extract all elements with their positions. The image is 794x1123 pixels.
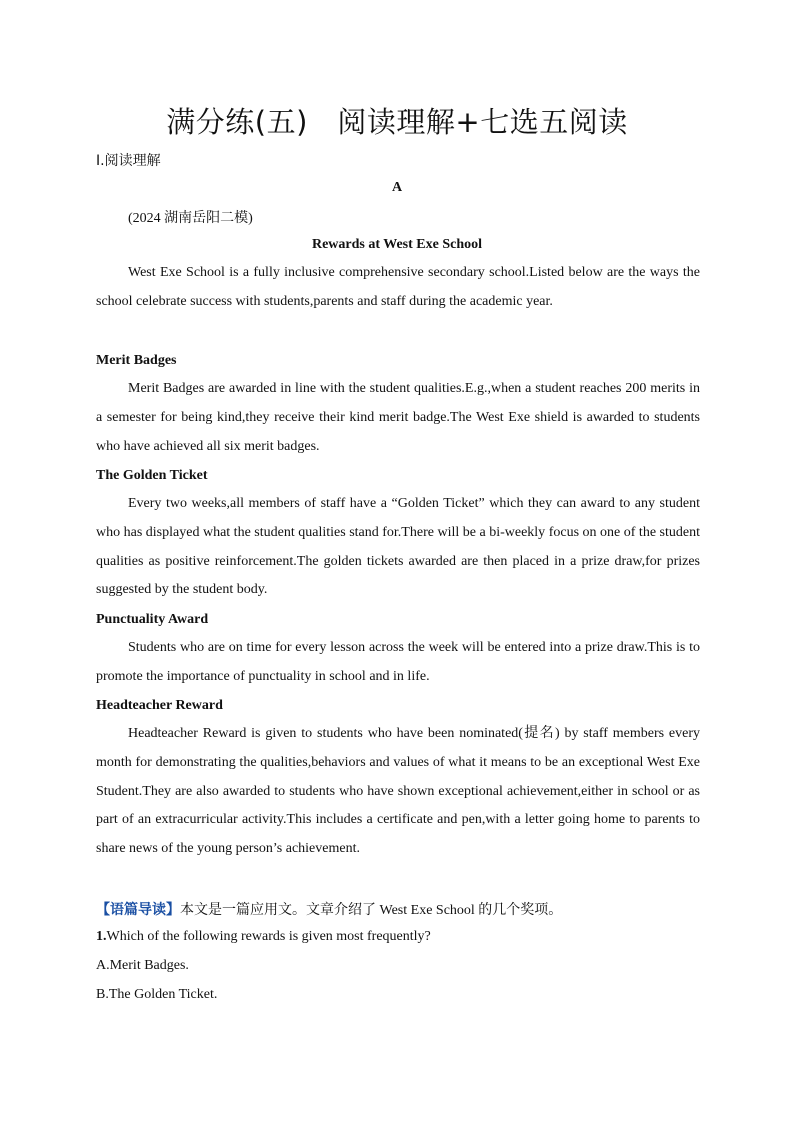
- section-text-headteacher-reward: Headteacher Reward is given to students who have been nominated(提名) by staff members every month for demonstrating the qualities,behaviors and values of what it means to be an exceptional West Exe Student.They are also awarded to students who have shown exceptional achievement,either in school or as part of an extracurricular activity.This includes a certificate and pen,with a letter going home to parents to share news of the young person’s achievement.: [96, 726, 700, 857]
- passage-guide: [96, 899, 562, 919]
- section-text-punctuality-award: Students who are on time for every lesson across the week will be entered into a prize draw.This is to promote the importance of punctuality in school and in life.: [96, 640, 700, 684]
- intro-paragraph: West Exe School is a fully inclusive comprehensive secondary school.Listed below are the ways the school celebrate success with students,parents and staff during the academic year.: [96, 265, 700, 309]
- article-title: Rewards at West Exe School: [311, 237, 483, 252]
- section-label: Ⅰ.阅读理解: [96, 153, 161, 169]
- section-heading-headteacher-reward: Headteacher Reward: [96, 698, 223, 713]
- question-text: Which of the following rewards is given most frequently?: [106, 929, 431, 944]
- option-a[interactable]: A.Merit Badges.: [96, 958, 189, 973]
- page-title: 满分练(五) 阅读理解+七选五阅读: [166, 105, 628, 139]
- section-heading-merit-badges: Merit Badges: [96, 353, 177, 368]
- question-stem: [96, 929, 431, 945]
- section-heading-golden-ticket: The Golden Ticket: [96, 468, 208, 483]
- option-b[interactable]: B.The Golden Ticket.: [96, 987, 218, 1002]
- guide-tag: 【语篇导读】: [96, 902, 180, 918]
- passage-letter: A: [391, 180, 403, 195]
- section-text-merit-badges: Merit Badges are awarded in line with the student qualities.E.g.,when a student reaches 200 merits in a semester for being kind,they receive their kind merit badge.The West Exe shield is awarded to students who have achieved all six merit badges.: [96, 381, 700, 454]
- source-note: (2024 湖南岳阳二模): [128, 211, 253, 226]
- section-text-golden-ticket: Every two weeks,all members of staff have a “Golden Ticket” which they can award to any student who has displayed what the student qualities stand for.There will be a bi-weekly focus on one of the student qualities as positive reinforcement.The golden tickets awarded are then placed in a prize draw,for prizes suggested by the student body.: [96, 496, 700, 598]
- section-heading-punctuality-award: Punctuality Award: [96, 612, 209, 627]
- guide-text: 本文是一篇应用文。文章介绍了 West Exe School 的几个奖项。: [180, 903, 563, 918]
- question-number: 1.: [96, 929, 107, 944]
